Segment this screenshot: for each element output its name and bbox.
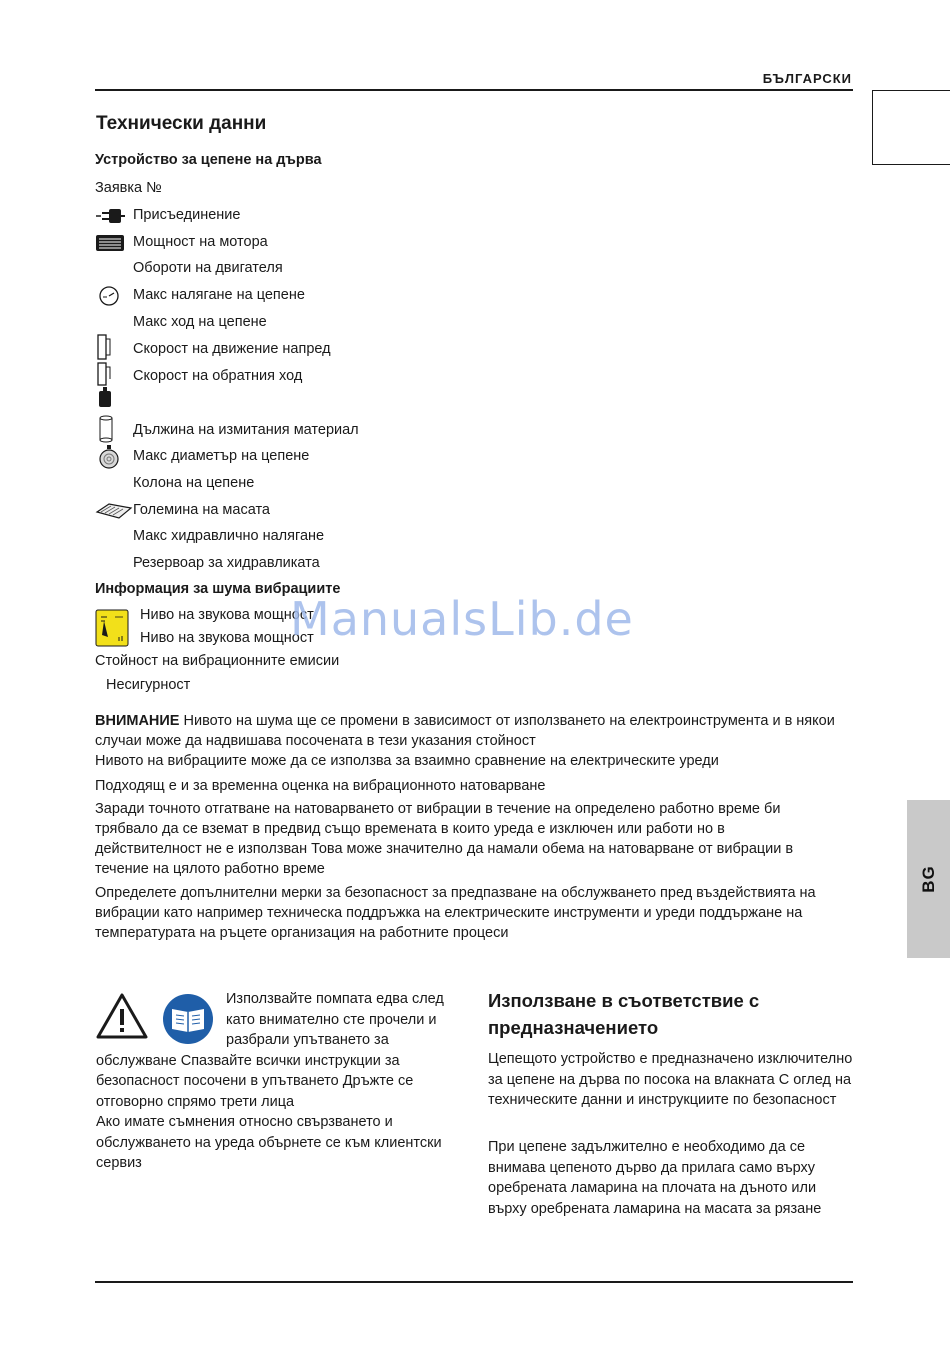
log-length-icon (95, 414, 125, 444)
warning-paragraph (95, 711, 855, 751)
return-speed-icon (95, 361, 125, 409)
side-frame (872, 90, 950, 165)
spec-log-length: Дължина на измитания материал (133, 422, 359, 438)
motor-icon (95, 232, 125, 254)
spec-table-size: Големина на масата (133, 502, 270, 518)
language-label: БЪЛГАРСКИ (762, 71, 852, 86)
vibration-paragraph-1: Нивото на вибрациите може да се използва за взаимно сравнение на електрическите уреди (95, 753, 719, 769)
noise-sound-power-row-1: Ниво на звукова мощност (140, 607, 314, 623)
spec-max-split-stroke: Макс ход на цепене (133, 314, 267, 330)
spec-split-column: Колона на цепене (133, 475, 255, 491)
intended-use-paragraph-1: Цепещото устройство е предназначено изключително за цепене на дърва по посока на влакната С оглед на техническите данни и инструкциите по безопасност (488, 1051, 853, 1108)
spec-motor-power: Мощност на мотора (133, 234, 268, 250)
noise-section-title: Информация за шума вибрациите (95, 581, 341, 597)
table-size-icon (95, 500, 133, 522)
forward-speed-icon (95, 333, 125, 361)
vibration-paragraph-4: Определете допълнителни мерки за безопасност за предпазване на обслужването пред въздействията на вибрации като например техническа поддръжка на електрическите инструменти и уреди поддържане на температурата на ръцете организация на работните процеси (95, 885, 816, 941)
device-title: Устройство за цепене на дърва (95, 152, 322, 168)
page-title: Технически данни (96, 113, 267, 134)
uncertainty-label: Несигурност (106, 677, 191, 693)
intended-use-title: Използване в съответствие с предназначението (488, 990, 760, 1038)
safety-note-service: Ако имате съмнения относно свързването и обслужването на уреда обърнете се към клиентски сервиз (96, 1114, 442, 1171)
spec-max-hydraulic-pressure: Макс хидравлично налягане (133, 528, 325, 544)
warning-text: Нивото на шума ще се промени в зависимост от използването на електроинструмента и в някои случаи може да надвишава посочената в тези указания стойност (95, 713, 835, 749)
spec-max-split-pressure: Макс налягане на цепене (133, 287, 305, 303)
top-divider (95, 89, 853, 91)
plug-icon (95, 205, 125, 227)
vibration-emission-label: Стойност на вибрационните емисии (95, 653, 340, 669)
language-side-tab-label: BG (918, 865, 938, 893)
language-side-tab[interactable] (907, 800, 950, 958)
spec-forward-speed: Скорост на движение напред (133, 341, 331, 357)
noise-sound-power-row-2: Ниво на звукова мощност (140, 630, 314, 646)
intended-use-paragraph-2: При цепене задължително е необходимо да се внимава цепеното дърво да прилага само върху оребрената ламарина на плочата на дъното или върху оребрената ламарина на масата за рязане (488, 1139, 822, 1217)
pressure-gauge-icon (97, 285, 127, 307)
spec-hydraulic-tank: Резервоар за хидравликата (133, 555, 320, 571)
bottom-divider (95, 1281, 853, 1283)
safety-note-text: Използвайте помпата едва след като внимателно сте прочели и разбрали упътването за обслужване Спазвайте всички инструкции за безопасност посочени в упътването Дръжте се отговорно спрямо трети лица (96, 991, 444, 1110)
safety-note (96, 989, 458, 1174)
vibration-paragraph-2: Подходящ е и за временна оценка на вибрационното натоварване (95, 778, 546, 794)
spec-connection: Присъединение (133, 207, 241, 223)
spec-motor-speed: Обороти на двигателя (133, 260, 283, 276)
log-diameter-icon (97, 444, 127, 470)
spec-order-number: Заявка № (95, 180, 162, 196)
vibration-paragraph-3: Заради точното отгатване на натоварването от вибрации в течение на определено работно време би трябвало да се вземат в предвид също времената в които уреда е изключен или работи но в действителност не е използван Това може значително да намали обема на натоварване от вибрации в течение на цялото работно време (95, 801, 794, 877)
warning-lead: ВНИМАНИЕ (95, 713, 180, 729)
spec-max-split-diameter: Макс диаметър на цепене (133, 448, 310, 464)
sound-power-icon (95, 609, 129, 647)
spec-return-speed: Скорост на обратния ход (133, 368, 303, 384)
watermark-text: ManualsLib.de (290, 592, 634, 646)
